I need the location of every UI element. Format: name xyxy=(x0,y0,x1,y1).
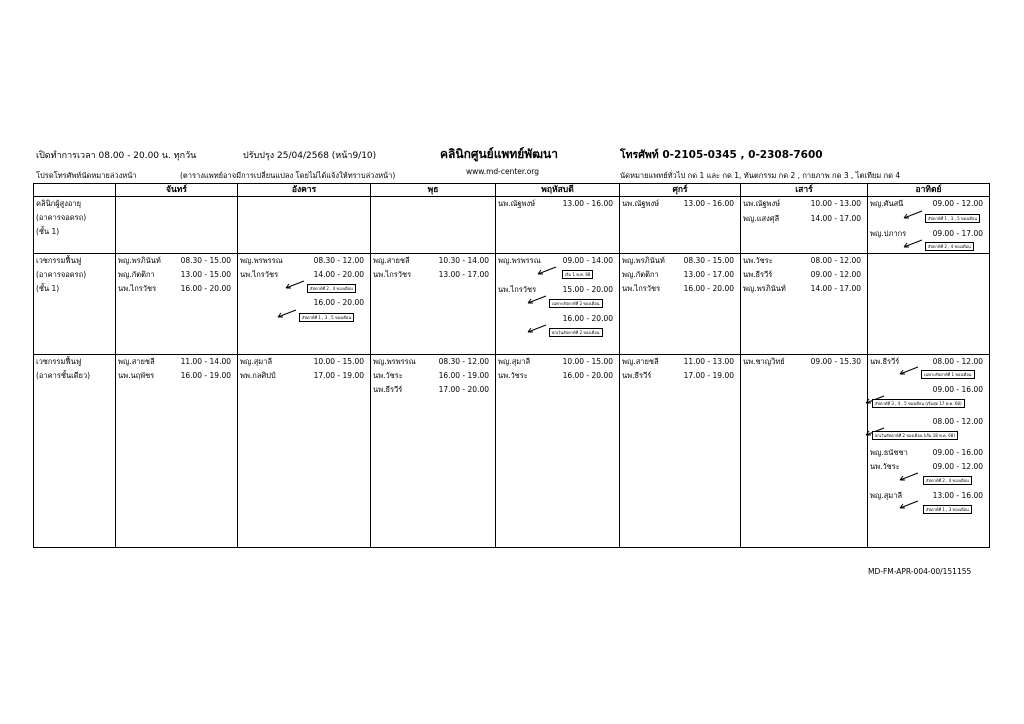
arrow-icon xyxy=(526,295,548,305)
time-slot: 09.00 - 16.00 xyxy=(932,448,983,457)
dept-floor: (ชั้น 1) xyxy=(36,284,60,293)
time-slot: 11.00 - 14.00 xyxy=(180,357,231,366)
time-slot: 08.00 - 12.00 xyxy=(932,357,983,366)
schedule-note: เริ่ม 1 พ.ค. 68 xyxy=(562,270,593,279)
arrow-icon xyxy=(526,324,548,334)
dept-name: เวชกรรมฟื้นฟู xyxy=(36,357,82,366)
doctor-name: นพ.วัชระ xyxy=(498,371,528,380)
arrow-icon xyxy=(536,266,558,276)
schedule-note: สัปดาห์ที่ 1 , 3 ของเดือน xyxy=(923,505,972,514)
time-slot: 13.00 - 16.00 xyxy=(932,491,983,500)
time-slot: 08.30 - 15.00 xyxy=(683,256,734,265)
time-slot: 11.00 - 13.00 xyxy=(683,357,734,366)
doctor-name: นพ.ณัฐพงษ์ xyxy=(498,199,536,208)
time-slot: 10.00 - 15.00 xyxy=(562,357,613,366)
row-elderly-clinic xyxy=(34,197,990,254)
time-slot: 09.00 - 15.30 xyxy=(810,357,861,366)
time-slot: 17.00 - 19.00 xyxy=(683,371,734,380)
doctor-name: นพ.ไกรวัชร xyxy=(118,284,157,293)
time-slot: 16.00 - 20.00 xyxy=(180,284,231,293)
dept-building: (อาคารจอดรถ) xyxy=(36,213,87,222)
doctor-name: นพ.วัชระ xyxy=(373,371,403,380)
schedule-note: สัปดาห์ที่ 1 , 3 , 5 ของเดือน xyxy=(925,214,980,223)
schedule-note: ยกเว้นสัปดาห์ที่ 2 ของเดือน (เริ่ม 18 พ.ค. 68) xyxy=(872,431,958,440)
phone-extensions: นัดหมายแพทย์ทั่วไป กด 1 และ กด 1, ทันตกรรม กด 2 , กายภาพ กด 3 , ไตเทียม กด 4 xyxy=(620,171,901,180)
schedule-note: สัปดาห์ที่ 2 , 4 ของเดือน xyxy=(307,284,356,293)
row-rehab-parking xyxy=(34,254,990,355)
dept-building: (อาคารจอดรถ) xyxy=(36,270,87,279)
time-slot: 13.00 - 16.00 xyxy=(562,199,613,208)
phone-numbers: โทรศัพท์ 0-2105-0345 , 0-2308-7600 xyxy=(620,149,823,161)
day-fri: ศุกร์ xyxy=(620,184,741,197)
time-slot: 08.30 - 12.00 xyxy=(438,357,489,366)
doctor-name: นพ.ธีรวีร์ xyxy=(743,270,773,279)
form-code: MD-FM-APR-004-00/151155 xyxy=(868,567,972,576)
dept-floor: (ชั้น 1) xyxy=(36,227,60,236)
time-slot: 13.00 - 15.00 xyxy=(180,270,231,279)
time-slot: 16.00 - 19.00 xyxy=(180,371,231,380)
arrow-icon xyxy=(284,280,306,290)
time-slot: 15.00 - 20.00 xyxy=(562,285,613,294)
doctor-name: นพ.ณัฐพงษ์ xyxy=(743,199,781,208)
doctor-name: พญ.สุมาลี xyxy=(240,357,273,366)
doctor-name: นพ.ไกรวัชร xyxy=(622,284,661,293)
arrow-icon xyxy=(898,500,920,510)
doctor-name: พญ.กัตติกา xyxy=(118,270,155,279)
arrow-icon xyxy=(902,239,924,249)
clinic-name: คลินิกศูนย์แพทย์พัฒนา xyxy=(440,147,558,161)
doctor-name: พญ.สุมาลี xyxy=(870,491,903,500)
time-slot: 09.00 - 17.00 xyxy=(932,229,983,238)
doctor-name: พญ.สุมาลี xyxy=(498,357,531,366)
time-slot: 13.00 - 17.00 xyxy=(438,270,489,279)
day-wed: พุธ xyxy=(371,184,496,197)
dept-building: (อาคารชั้นเดียว) xyxy=(36,371,91,380)
arrow-icon xyxy=(276,309,298,319)
time-slot: 08.00 - 12.00 xyxy=(810,256,861,265)
schedule-table xyxy=(33,183,990,548)
doctor-name: นพ.ณัฐพงษ์ xyxy=(622,199,660,208)
dept-name: เวชกรรมฟื้นฟู xyxy=(36,256,82,265)
doctor-name: นพ.วัชระ xyxy=(870,462,900,471)
doctor-name: นพ.วัชระ xyxy=(743,256,773,265)
time-slot: 16.00 - 20.00 xyxy=(562,314,613,323)
time-slot: 16.00 - 20.00 xyxy=(683,284,734,293)
time-slot: 14.00 - 20.00 xyxy=(313,270,364,279)
arrow-icon xyxy=(898,472,920,482)
appointment-notice: โปรดโทรศัพท์นัดหมายล่วงหน้า xyxy=(36,171,137,180)
time-slot: 08.00 - 12.00 xyxy=(932,417,983,426)
time-slot: 14.00 - 17.00 xyxy=(810,284,861,293)
time-slot: 09.00 - 12.00 xyxy=(932,199,983,208)
time-slot: 16.00 - 20.00 xyxy=(313,298,364,307)
day-header-row xyxy=(34,184,990,197)
schedule-note: สัปดาห์ที่ 2 , 4 ของเดือน xyxy=(925,242,974,251)
time-slot: 16.00 - 19.00 xyxy=(438,371,489,380)
corner-cell xyxy=(34,184,116,197)
doctor-name: พญ.พรพรรณ xyxy=(498,256,541,265)
doctor-name: พพ.กลศิปป์ xyxy=(240,371,276,380)
time-slot: 08.30 - 15.00 xyxy=(180,256,231,265)
doctor-name: นพ.ธีรวีร์ xyxy=(373,385,403,394)
schedule-note: สัปดาห์ที่ 3 , 4 , 5 ของเดือน (เริ่มสุด 17 พ.ค. 68) xyxy=(872,399,965,408)
day-thu: พฤหัสบดี xyxy=(496,184,620,197)
update-info: ปรับปรุง 25/04/2568 (หน้า9/10) xyxy=(243,151,377,161)
time-slot: 13.00 - 16.00 xyxy=(683,199,734,208)
schedule-note: เฉพาะสัปดาห์ที่ 2 ของเดือน xyxy=(549,299,603,308)
website-link[interactable]: www.md-center.org xyxy=(466,167,539,176)
time-slot: 09.00 - 16.00 xyxy=(932,385,983,394)
time-slot: 10.00 - 15.00 xyxy=(313,357,364,366)
time-slot: 09.00 - 12.00 xyxy=(932,462,983,471)
arrow-icon xyxy=(902,210,924,220)
doctor-name: พญ.แสงศุลี xyxy=(743,214,780,223)
doctor-name: นพ.ไกรวัชร xyxy=(373,270,412,279)
time-slot: 10.00 - 13.00 xyxy=(810,199,861,208)
doctor-name: นพ.ธีรวีร์ xyxy=(870,357,900,366)
time-slot: 17.00 - 19.00 xyxy=(313,371,364,380)
doctor-name: นพ.ธีรวีร์ xyxy=(622,371,652,380)
time-slot: 09.00 - 14.00 xyxy=(562,256,613,265)
day-sun: อาทิตย์ xyxy=(868,184,990,197)
time-slot: 14.00 - 17.00 xyxy=(810,214,861,223)
opening-hours: เปิดทำการเวลา 08.00 - 20.00 น. ทุกวัน xyxy=(36,151,197,161)
time-slot: 17.00 - 20.00 xyxy=(438,385,489,394)
schedule-note: ยกเว้นสัปดาห์ที่ 2 ของเดือน xyxy=(549,328,603,337)
doctor-name: พญ.กัตติกา xyxy=(622,270,659,279)
time-slot: 08.30 - 12.00 xyxy=(313,256,364,265)
doctor-name: พญ.สายชลี xyxy=(622,357,659,366)
doctor-name: พญ.พรภินันท์ xyxy=(743,284,786,293)
doctor-name: นพ.ชาญวิทย์ xyxy=(743,357,785,366)
doctor-name: พญ.ศันสนี xyxy=(870,199,904,208)
schedule-note: สัปดาห์ที่ 2 , 4 ของเดือน xyxy=(923,476,972,485)
doctor-name: นพ.ไกรวัชร xyxy=(498,285,537,294)
day-tue: อังคาร xyxy=(238,184,371,197)
arrow-icon xyxy=(898,366,920,376)
doctor-name: นพ.นฤพัชร xyxy=(118,371,155,380)
time-slot: 10.30 - 14.00 xyxy=(438,256,489,265)
change-notice: (ตารางแพทย์อาจมีการเปลี่ยนแปลง โดยไม่ได้แจ้งให้ทราบล่วงหน้า) xyxy=(180,171,396,180)
doctor-name: พญ.ปภากร xyxy=(870,229,907,238)
time-slot: 13.00 - 17.00 xyxy=(683,270,734,279)
day-mon: จันทร์ xyxy=(116,184,238,197)
dept-name: คลินิกผู้สูงอายุ xyxy=(36,199,82,208)
time-slot: 09.00 - 12.00 xyxy=(810,270,861,279)
doctor-name: นพ.ไกรวัชร xyxy=(240,270,279,279)
day-sat: เสาร์ xyxy=(741,184,868,197)
doctor-name: พญ.พรพรรณ xyxy=(373,357,416,366)
schedule-note: สัปดาห์ที่ 1 , 3 , 5 ของเดือน xyxy=(299,313,354,322)
doctor-name: พญ.สายชลี xyxy=(118,357,155,366)
doctor-name: พญ.พรพรรณ xyxy=(240,256,283,265)
doctor-name: พญ.ธนัชชา xyxy=(870,448,908,457)
doctor-name: พญ.พรภินันท์ xyxy=(118,256,161,265)
doctor-name: พญ.สายชลี xyxy=(373,256,410,265)
time-slot: 16.00 - 20.00 xyxy=(562,371,613,380)
row-rehab-single-storey xyxy=(34,355,990,548)
doctor-name: พญ.พรภินันท์ xyxy=(622,256,665,265)
schedule-note: เฉพาะสัปดาห์ที่ 1 ของเดือน xyxy=(921,370,975,379)
